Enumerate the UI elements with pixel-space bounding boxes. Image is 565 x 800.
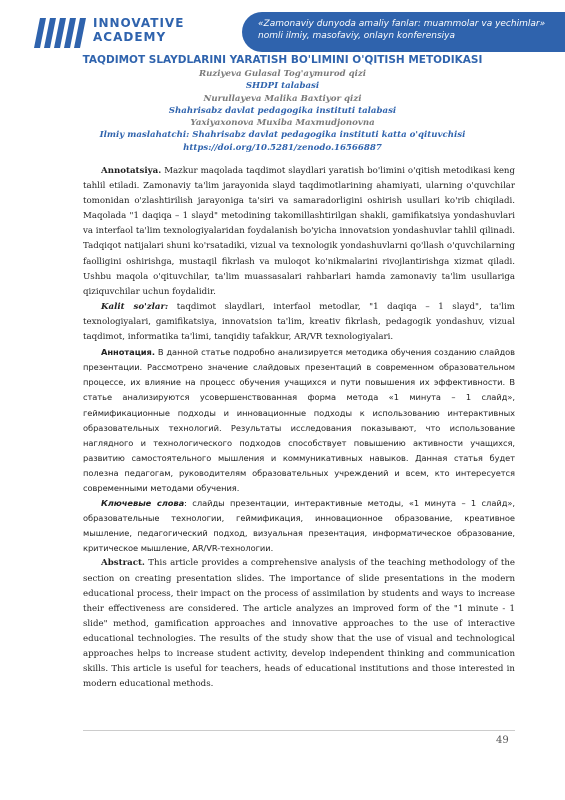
author-2-affiliation: Shahrisabz davlat pedagogika instituti talabasi: [168, 105, 397, 116]
keywords-uz: [83, 300, 515, 345]
abstract-en: [83, 556, 515, 692]
abstract-ru-text: В данной статье подробно анализируется методика обучения созданию слайдов презентации. Рассмотрено значение слайдовых презентаций в современном образовательном процессе, их влияние на процесс обучения учащихся и пути повышения их эффективности. В статье анализируются усовершенствованная форма метода «1 минута – 1 слайд», геймификационные подходы и инновационные подходы к использованию интерактивных образовательных технологий. Результаты исследования показывают, что использование наглядного и технологического подходов способствует повышению активности учащихся, развитию самостоятельного мышления и коммуникативных навыков. Данная статья будет полезна педагогам, руководителям образовательных учреждений и всем, кто интересуется современными методами обучения.: [83, 347, 515, 493]
article-body: [83, 164, 515, 692]
author-1: Ruziyeva Gulasal Tog'aymurod qizi: [199, 69, 366, 79]
keywords-ru-label: Ключевые слова: [101, 498, 185, 509]
abstract-uz: [83, 164, 515, 300]
abstract-en-text: This article provides a comprehensive analysis of the teaching methodology of the section on creating presentation slides. The importance of slide presentations in the modern educational process, their impact on the process of assimilation by students and ways to increase their effectiveness are considered. The article analyzes an improved form of the "1 minute - 1 slide" method, gamification approaches and innovative approaches to the use of interactive educational technologies. The results of the study show that the use of visual and technological approaches helps to increase student activity, develop independent thinking and communication skills. This article is useful for teachers, heads of educational institutions and those interested in modern educational methods.: [83, 558, 515, 690]
abstract-ru: [83, 345, 515, 496]
author-1-affiliation: SHDPI talabasi: [245, 81, 320, 92]
abstract-uz-text: Mazkur maqolada taqdimot slaydlari yaratish bo'limini o'qitish metodikasi keng tahlil etiladi. Zamonaviy ta'lim jarayonida slayd taqdimotlarining ahamiyati, ularning o'quvchilar tomonidan o'zlashtirilish jarayoniga ta'siri va samaradorligini oshirish usullari ko'rib chiqiladi. Maqolada "1 daqiqa – 1 slayd" metodining takomillashtirilgan shakli, gamifikatsiya yondashuvlari va interfaol ta'lim texnologiyalaridan foydalanish bo'yicha innovatsion yondashuvlar tahlil qilinadi. Tadqiqot natijalari shuni ko'rsatadiki, vizual va texnologik yondashuvlarni qo'llash o'quvchilarning faolligini oshirishga, mustaqil fikrlash va muloqot ko'nikmalarini rivojlantirishga xizmat qiladi. Ushbu maqola o'qituvchilar, ta'lim muassasalari rahbarlari hamda zamonaviy ta'lim usullariga qiziquvchilar uchun foydalidir.: [83, 166, 515, 297]
page-header: [0, 0, 565, 55]
abstract-uz-label: Annotatsiya.: [101, 166, 162, 176]
keywords-ru: [83, 496, 515, 556]
author-block: [40, 68, 525, 154]
author-3: Yaxiyaxonova Muxiba Maxmudjonovna: [190, 118, 375, 129]
author-2: Nurullayeva Malika Baxtiyor qizi: [203, 93, 362, 104]
conference-banner: «Zamonaviy dunyoda amaliy fanlar: muammolar va yechimlar» nomli ilmiy, masofaviy, onlayn konferensiya: [242, 12, 565, 52]
logo-line-2: ACADEMY: [93, 30, 167, 44]
logo-text: [93, 16, 184, 44]
footer-divider: [83, 730, 515, 731]
abstract-en-label: Abstract.: [101, 558, 145, 569]
keywords-ru-text: : слайды презентации, интерактивные методы, «1 минута – 1 слайд», образовательные технологии, геймификация, инновационное образование, креативное мышление, педагогический подход, визуальная презентация, информатическое образование, критическое мышление, AR/VR-технологии.: [83, 498, 515, 554]
page-number: 49: [496, 735, 509, 746]
scientific-advisor: Ilmiy maslahatchi: Shahrisabz davlat pedagogika instituti katta o'qituvchisi: [99, 130, 466, 141]
logo-line-1: INNOVATIVE: [93, 16, 185, 30]
article-title: TAQDIMOT SLAYDLARINI YARATISH BO'LIMINI O'QITISH METODIKASI: [82, 54, 483, 66]
doi-link[interactable]: https://doi.org/10.5281/zenodo.16566887: [183, 142, 382, 153]
abstract-ru-label: Аннотация.: [101, 347, 155, 358]
keywords-uz-label: Kalit so'zlar:: [101, 301, 169, 312]
keywords-uz-text: taqdimot slaydlari, interfaol metodlar, "1 daqiqa – 1 slayd", ta'lim texnologiyalari, gamifikatsiya, innovatsion ta'lim, kreativ fikrlash, pedagogik yondashuv, vizual taqdimot, informatika ta'limi, tanqidiy tafakkur, AR/VR texnologiyalari.: [83, 301, 515, 343]
academy-logo-icon: [32, 14, 86, 48]
